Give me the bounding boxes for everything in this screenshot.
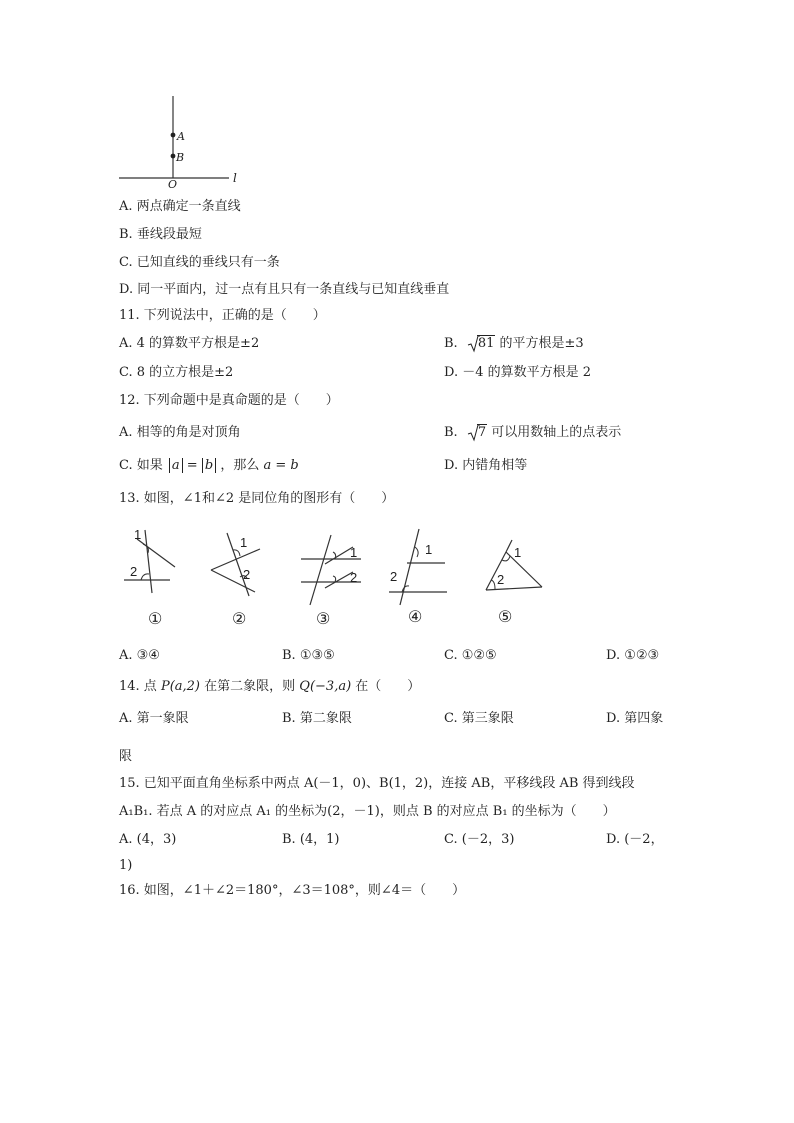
q13-option-a: A. ③④ — [119, 648, 160, 663]
q12-stem: 12. 下列命题中是真命题的是（ ） — [119, 393, 339, 408]
q12-option-c — [119, 457, 299, 475]
q15-option-a: A. (4，3) — [119, 832, 177, 847]
figure-label-2: ② — [232, 609, 247, 628]
q10-option-d: D. 同一平面内，过一点有且只有一条直线与已知直线垂直 — [119, 282, 450, 297]
q10-option-c: C. 已知直线的垂线只有一条 — [119, 255, 280, 270]
q16-stem: 16. 如图，∠1＋∠2＝180°，∠3＝108°，则∠4＝（ ） — [119, 883, 466, 898]
q13-option-d: D. ①②③ — [606, 648, 660, 663]
q11-stem: 11. 下列说法中，正确的是（ ） — [119, 308, 326, 323]
figure-label-1: ① — [148, 609, 163, 628]
q14-option-b: B. 第二象限 — [282, 711, 352, 726]
q11-option-b-prefix: B. — [444, 336, 458, 351]
figure-label-5: ⑤ — [498, 607, 513, 626]
q14-stem-mid: 在第二象限，则 — [204, 679, 296, 694]
fig3-angle-2: 2 — [350, 570, 358, 585]
figure-label-4: ④ — [408, 607, 423, 626]
q11-option-c: C. 8 的立方根是±2 — [119, 365, 234, 380]
q13-option-c: C. ①②⑤ — [444, 648, 497, 663]
q15-option-d: D. (－2， — [606, 832, 664, 847]
sqrt-81-radicand: 81 — [477, 336, 495, 351]
q11-option-a: A. 4 的算数平方根是±2 — [119, 336, 260, 351]
q12-option-d: D. 内错角相等 — [444, 458, 528, 473]
q12-option-b-prefix: B. — [444, 425, 458, 440]
label-line-l: l — [233, 171, 237, 185]
fig4-angle-2: 2 — [390, 569, 398, 584]
q15-option-d-wrap: 1) — [119, 858, 133, 873]
q15-stem-line-1: 15. 已知平面直角坐标系中两点 A(－1，0)、B(1，2)，连接 AB，平移线段 AB 得到线段 — [119, 776, 635, 791]
q14-option-d: D. 第四象 — [606, 711, 664, 726]
q12-option-b-suffix: 可以用数轴上的点表示 — [491, 425, 622, 440]
abs-a: a — [169, 458, 183, 473]
q14-option-c: C. 第三象限 — [444, 711, 514, 726]
q11-option-b-suffix: 的平方根是±3 — [499, 336, 584, 351]
label-point-b: B — [176, 151, 185, 164]
equals-sign: = — [186, 458, 198, 473]
sqrt-7-radicand: 7 — [477, 425, 487, 440]
q12-option-c-conclusion: a = b — [263, 458, 299, 473]
fig5-angle-1: 1 — [514, 545, 522, 560]
q10-option-a: A. 两点确定一条直线 — [119, 199, 241, 214]
q14-stem — [119, 678, 420, 696]
label-point-a: A — [177, 130, 185, 143]
sqrt-81 — [468, 335, 496, 353]
angle-figure-2 — [205, 525, 267, 600]
sqrt-7 — [468, 424, 487, 442]
abs-b: b — [202, 458, 216, 473]
q15-option-c: C. (－2，3) — [444, 832, 515, 847]
q12-option-c-prefix: C. 如果 — [119, 458, 163, 473]
q12-option-b — [444, 424, 621, 442]
q14-option-d-wrap: 限 — [119, 749, 133, 764]
q12-option-a: A. 相等的角是对顶角 — [119, 425, 241, 440]
q11-option-b — [444, 335, 584, 353]
q10-option-b: B. 垂线段最短 — [119, 227, 202, 242]
label-point-o: O — [168, 178, 178, 191]
figure-label-3: ③ — [316, 609, 331, 628]
fig1-angle-2: 2 — [130, 564, 138, 579]
fig2-angle-1: 1 — [240, 535, 248, 550]
q12-option-c-mid: ，那么 — [220, 458, 260, 473]
fig4-angle-1: 1 — [425, 542, 433, 557]
q14-stem-suffix: 在（ ） — [355, 679, 421, 694]
point-q: Q(−3,a) — [299, 679, 352, 694]
fig2-angle-2: 2 — [243, 567, 251, 582]
fig5-angle-2: 2 — [497, 572, 505, 587]
q15-stem-line-2: A₁B₁. 若点 A 的对应点 A₁ 的坐标为(2，－1)，则点 B 的对应点 B₁ 的坐标为（ ） — [119, 804, 616, 819]
q13-option-b: B. ①③⑤ — [282, 648, 335, 663]
point-p: P(a,2) — [160, 679, 200, 694]
q14-stem-prefix: 14. 点 — [119, 679, 157, 694]
q13-stem: 13. 如图，∠1和∠2 是同位角的图形有（ ） — [119, 491, 395, 506]
fig1-angle-1: 1 — [134, 527, 142, 542]
angle-figure-5 — [478, 530, 548, 595]
q14-option-a: A. 第一象限 — [119, 711, 189, 726]
q15-option-b: B. (4，1) — [282, 832, 340, 847]
fig3-angle-1: 1 — [350, 545, 358, 560]
q11-option-d: D. －4 的算数平方根是 2 — [444, 365, 592, 380]
